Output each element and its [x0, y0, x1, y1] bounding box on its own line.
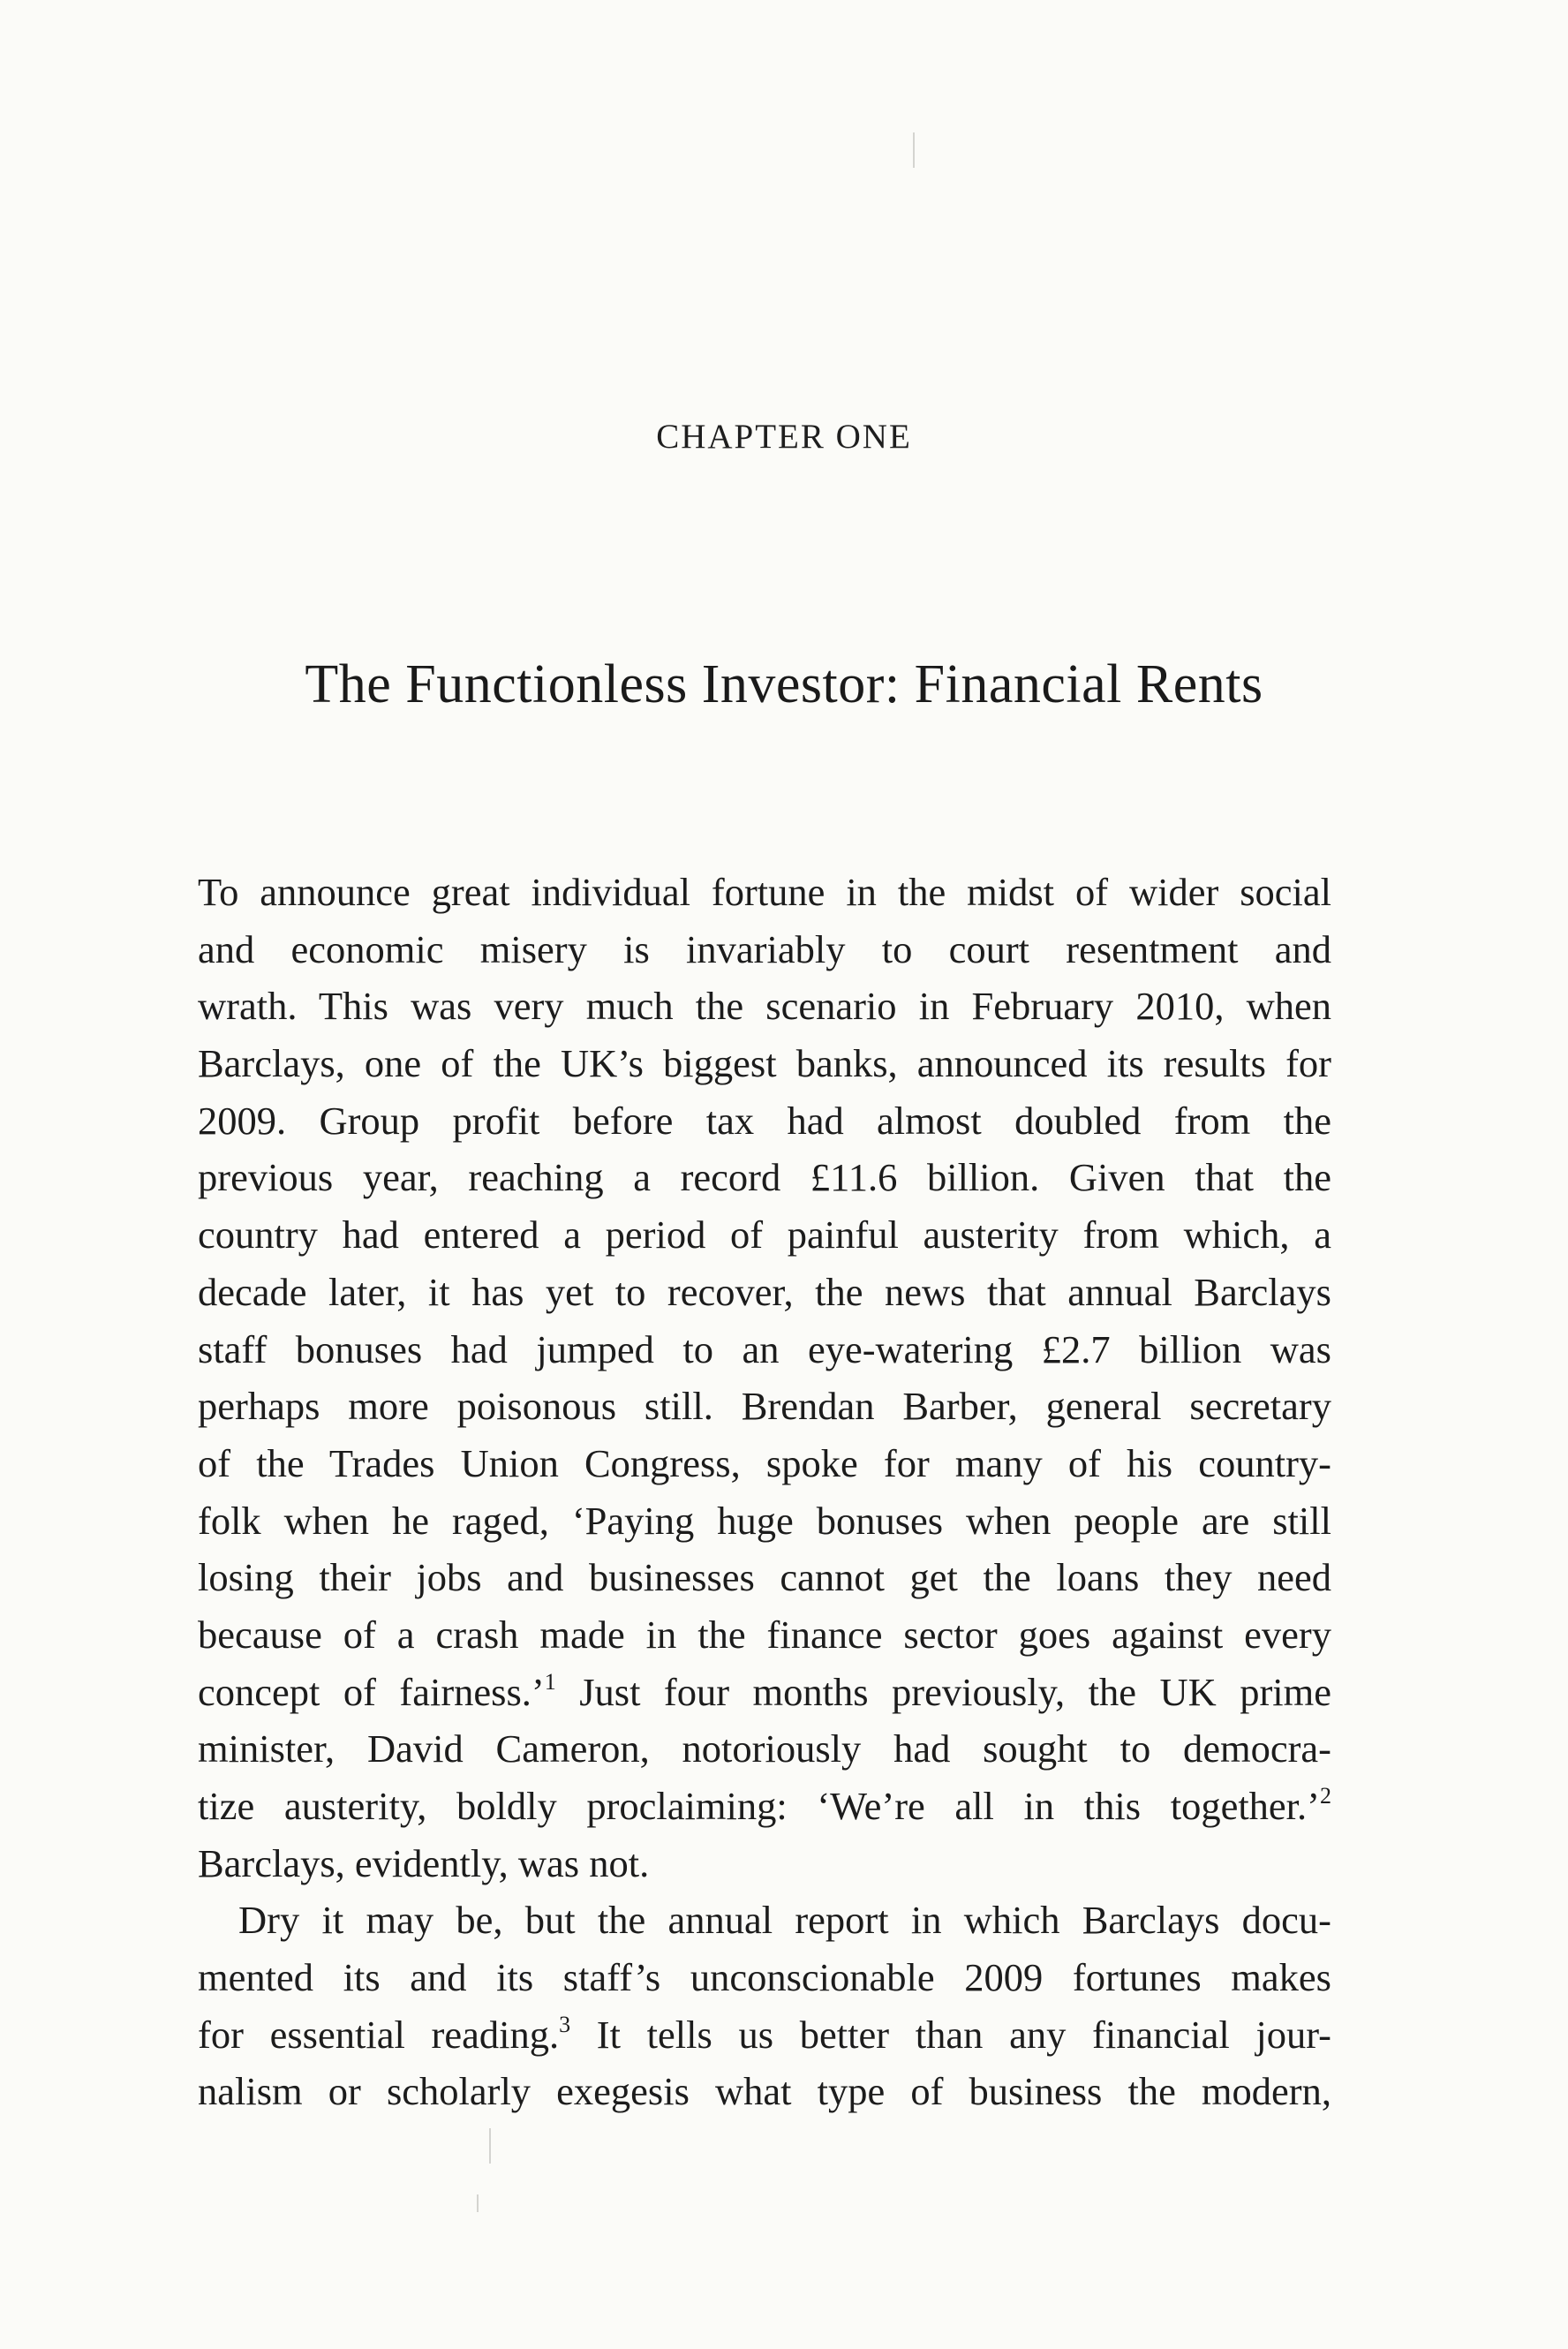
scan-artifact	[477, 2194, 479, 2212]
text-line	[198, 1778, 1331, 1835]
text-line: folk when he raged, ‘Paying huge bonuses when people are still	[198, 1498, 1331, 1543]
text-fragment: tize austerity, boldly proclaiming: ‘We’re all in this together.’	[198, 1784, 1320, 1828]
text-line: nalism or scholarly exegesis what type of business the modern,	[198, 2069, 1331, 2114]
scan-artifact	[489, 2128, 491, 2164]
text-fragment: Just four months previously, the UK prime	[555, 1669, 1331, 1714]
text-line: because of a crash made in the finance sector goes against every	[198, 1612, 1331, 1657]
text-line: wrath. This was very much the scenario in February 2010, when	[198, 984, 1331, 1029]
text-fragment: It tells us better than any financial jour-	[570, 2012, 1331, 2057]
text-line: Dry it may be, but the annual report in which Barclays docu-	[238, 1898, 1331, 1943]
text-line: decade later, it has yet to recover, the news that annual Barclays	[198, 1269, 1331, 1314]
body-text	[198, 864, 1331, 2120]
text-line: Barclays, one of the UK’s biggest banks, announced its results for	[198, 1041, 1331, 1086]
chapter-title: The Functionless Investor: Financial Rents	[305, 654, 1263, 714]
text-line: perhaps more poisonous still. Brendan Barber, general secretary	[198, 1384, 1331, 1429]
scan-artifact	[913, 132, 915, 168]
text-line: and economic misery is invariably to court resentment and	[198, 926, 1331, 971]
text-line: To announce great individual fortune in the midst of wider social	[198, 870, 1331, 914]
text-line: staff bonuses had jumped to an eye-watering £2.7 billion was	[198, 1326, 1331, 1371]
text-fragment: for essential reading.	[198, 2012, 560, 2057]
text-line: losing their jobs and businesses cannot get the loans they need	[198, 1555, 1331, 1600]
text-line: country had entered a period of painful austerity from which, a	[198, 1212, 1331, 1258]
text-line: of the Trades Union Congress, spoke for many of his country-	[198, 1440, 1331, 1485]
footnote-marker: 3	[559, 2011, 571, 2037]
text-line: minister, David Cameron, notoriously had sought to democra-	[198, 1726, 1331, 1771]
text-line	[198, 1664, 1331, 1721]
text-fragment: concept of fairness.’	[198, 1669, 545, 1714]
text-line: mented its and its staff’s unconscionable 2009 fortunes makes	[198, 1955, 1331, 2000]
text-line: Barclays, evidently, was not.	[198, 1840, 650, 1885]
text-line: 2009. Group profit before tax had almost doubled from the	[198, 1098, 1331, 1143]
chapter-label: CHAPTER ONE	[656, 418, 912, 456]
footnote-marker: 2	[1320, 1783, 1331, 1809]
text-line: previous year, reaching a record £11.6 billion. Given that the	[198, 1155, 1331, 1200]
footnote-marker: 1	[544, 1668, 556, 1695]
text-line	[198, 2006, 1331, 2064]
